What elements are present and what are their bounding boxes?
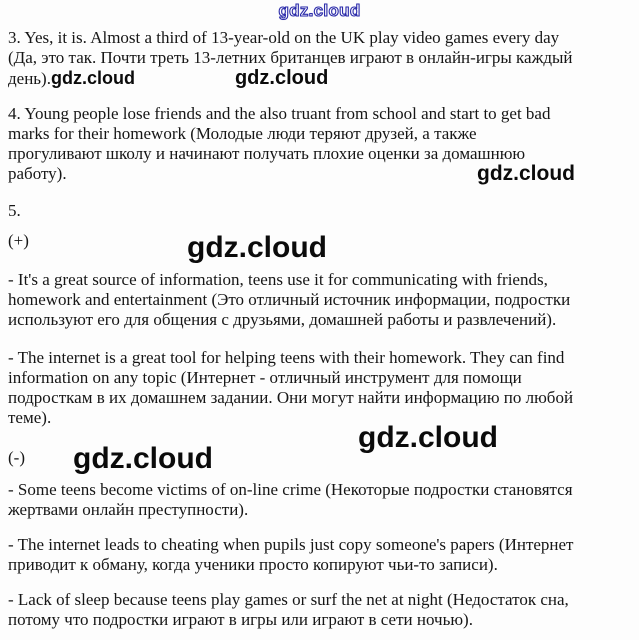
text-line: - Some teens become victims of on-line crime (Некоторые подростки становятся [8, 480, 573, 499]
con-point [8, 535, 632, 575]
pro-point [8, 348, 632, 428]
text-line: information on any topic (Интернет - отличный инструмент для помощи [8, 368, 522, 387]
text-line: потому что подростки играют в игры или играют в сети ночью). [8, 610, 473, 629]
watermark-text: gdz.cloud [50, 68, 135, 88]
con-point [8, 590, 632, 630]
pros-label: (+) [8, 231, 29, 250]
con-point [8, 480, 632, 520]
watermark-text: gdz.cloud [73, 442, 213, 475]
watermark-top: gdz.cloud [278, 1, 361, 20]
text-line: подросткам в их домашнем задании. Они могут найти информацию по любой [8, 388, 574, 407]
pro-point [8, 270, 632, 330]
text-line: - The internet is a great tool for helping teens with their homework. They can find [8, 348, 565, 367]
watermark-text: gdz.cloud [477, 162, 575, 185]
text-line: (Да, это так. Почти треть 13-летних британцев играют в онлайн-игры каждый [8, 48, 573, 67]
text-line: жертвами онлайн преступности). [8, 500, 249, 519]
watermark-text: gdz.cloud [234, 67, 329, 89]
text-line: 3. Yes, it is. Almost a third of 13-year-old on the UK play video games every day [8, 28, 560, 47]
text-line: используют его для общения с друзьями, домашней работы и развлечений). [8, 310, 557, 329]
text-line: marks for their homework (Молодые люди теряют друзей, а также [8, 124, 477, 143]
text-line: - The internet leads to cheating when pupils just copy someone's papers (Интернет [8, 535, 574, 554]
answer-3-paragraph [8, 28, 632, 89]
text-line: 4. Young people lose friends and the also truant from school and start to get bad [8, 104, 551, 123]
text-line: - Lack of sleep because teens play games or surf the net at night (Недостаток сна, [8, 590, 569, 609]
text-line: работу). [8, 164, 67, 183]
watermark-text: gdz.cloud [187, 231, 327, 264]
text-line: прогуливают школу и начинают получать плохие оценки за домашнюю [8, 144, 526, 163]
text-fragment: день). [8, 69, 51, 88]
text-line: приводит к обману, когда ученики просто копируют чьи-то записи). [8, 555, 498, 574]
text-line: homework and entertainment (Это отличный источник информации, подростки [8, 290, 571, 309]
watermark-text: gdz.cloud [358, 421, 498, 454]
text-line: - It's a great source of information, teens use it for communicating with friends, [8, 270, 548, 289]
question-5-label: 5. [8, 201, 21, 220]
cons-label: (-) [8, 448, 25, 467]
text-line [8, 68, 632, 89]
text-line: теме). [8, 408, 52, 427]
